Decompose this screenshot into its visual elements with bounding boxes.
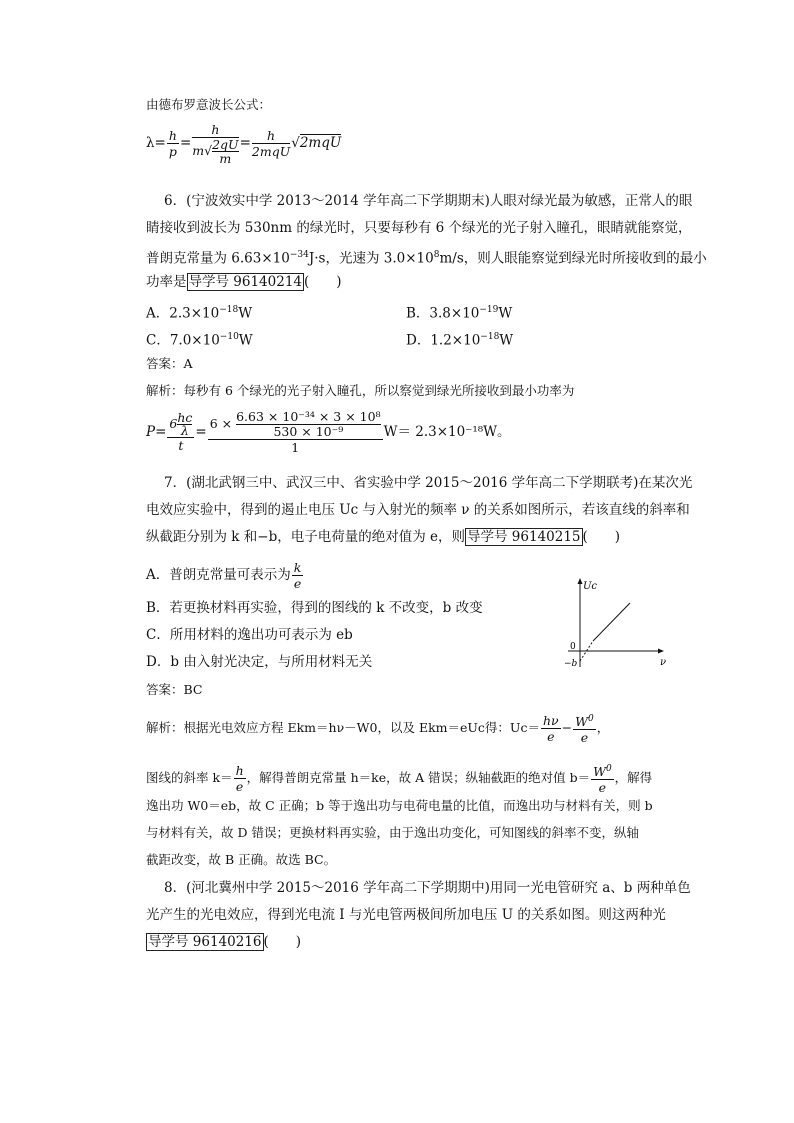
q6-line-4: 功率是 导学号 96140214 ( ) — [146, 274, 342, 290]
q6-power-formula: P= 6 $\frac{hc}{\lambda}$ t = 6 × $\frac{\text{6.63 × 10⁻³⁴ × 3 × 10⁸}}{\text{530 × 10⁻⁹}}$ 1 W＝ 2.3×10⁻¹⁸W。 — [146, 409, 511, 455]
q7-graph — [560, 575, 670, 675]
y-axis-label: Uc — [583, 581, 598, 592]
q6-analysis: 解析：每秒有 6 个绿光的光子射入瞳孔，所以察觉到绿光所接收到最小功率为 — [146, 383, 575, 398]
q8-line-1: 8．(河北冀州中学 2015～2016 学年高二下学期期中)用同一光电管研究 a、b 两种单色 — [164, 880, 691, 896]
q6-line-3: 普朗克常量为 $6.63\times 10^{-34}J\cdot s$，光速为 $3.0\times 10^8m/s$，则人眼能察觉到绿光时所接收到的最小 — [146, 250, 707, 267]
q7-line-1: 7．(湖北武钢三中、武汉三中、省实验中学 2015～2016 学年高二下学期联考)在某次光 — [164, 475, 693, 491]
q8-line-2: 光产生的光电效应，得到光电流 I 与光电管两极间所加电压 U 的关系如图。则这两种光 — [146, 907, 666, 923]
q7-option-d[interactable]: D．b 由入射光决定，与所用材料无关 — [146, 654, 373, 670]
de-broglie-formula: λ= $\frac{h}{p}$ = h m√ $\frac{2qU}{m}$ = $\frac{h}{\text{2mqU}}$ √2mqU — [146, 122, 342, 166]
q7-line-3: 纵截距分别为 k 和−b，电子电荷量的绝对值为 e，则 导学号 96140215 ( ) — [146, 529, 621, 545]
q6-code[interactable]: 导学号 96140214 — [188, 274, 303, 290]
intro-text: 由德布罗意波长公式： — [146, 97, 272, 112]
q6-option-c[interactable]: C．$7.0\times 10^{-10}W$ — [146, 332, 253, 349]
graph-line — [593, 603, 630, 641]
q7-analysis-line-3: 逸出功 W0＝eb，故 C 正确；b 等于逸出功与电荷电量的比值，而逸出功与材料有关，则 b — [146, 798, 653, 813]
q6-answer: 答案：A — [146, 356, 193, 371]
intercept-label: −b — [564, 659, 578, 669]
q8-code[interactable]: 导学号 96140216 — [148, 934, 262, 950]
x-axis-arrow — [658, 649, 664, 654]
q6-option-d[interactable]: D．$1.2\times 10^{-18}W$ — [406, 332, 514, 349]
q6-line-1: 6．(宁波效实中学 2013～2014 学年高二下学期期末)人眼对绿光最为敏感，正常人的眼 — [164, 193, 693, 209]
q8-line-3: 导学号 96140216 ( ) — [148, 934, 302, 950]
q7-option-a[interactable]: A．普朗克常量可表示为 $\frac{k}{e}$ — [146, 560, 302, 591]
q6-option-a[interactable]: A．$2.3\times 10^{-18}W$ — [146, 305, 253, 322]
q6-line-2: 睛接收到波长为 530nm 的绿光时，只要每秒有 6 个绿光的光子射入瞳孔，眼睛就能察觉， — [146, 220, 692, 236]
q7-option-c[interactable]: C．所用材料的逸出功可表示为 eb — [146, 627, 353, 643]
q7-line-2: 电效应实验中，得到的遏止电压 Uc 与入射光的频率 ν 的关系如图所示，若该直线的斜率和 — [146, 502, 690, 518]
q7-analysis-line-4: 与材料有关，故 D 错误；更换材料再实验，由于逸出功变化，可知图线的斜率不变，纵轴 — [146, 825, 639, 840]
y-axis-arrow — [578, 578, 583, 584]
x-axis-label: ν — [660, 657, 667, 668]
q7-code[interactable]: 导学号 96140215 — [467, 529, 581, 545]
origin-label: 0 — [570, 642, 576, 652]
q7-answer: 答案：BC — [146, 682, 203, 697]
q7-analysis-line-1: 解析：根据光电效应方程 Ekm＝hν－W0，以及 Ekm＝eUc得：Uc＝ $\frac{h\nu}{e}$ − $\frac{W^0}{e}$ ， — [146, 713, 610, 746]
q6-option-b[interactable]: B．$3.8\times 10^{-19}W$ — [406, 305, 513, 322]
q7-analysis-line-2: 图线的斜率 k＝ $\frac{h}{e}$ ，解得普朗克常量 h＝ke，故 A 错误；纵轴截距的绝对值 b＝ $\frac{W^0}{e}$ ，解得 — [146, 763, 653, 796]
q7-analysis-line-5: 截距改变，故 B 正确。故选 BC。 — [146, 852, 337, 867]
q7-option-b[interactable]: B．若更换材料再实验，得到的图线的 k 不改变，b 改变 — [146, 600, 483, 616]
